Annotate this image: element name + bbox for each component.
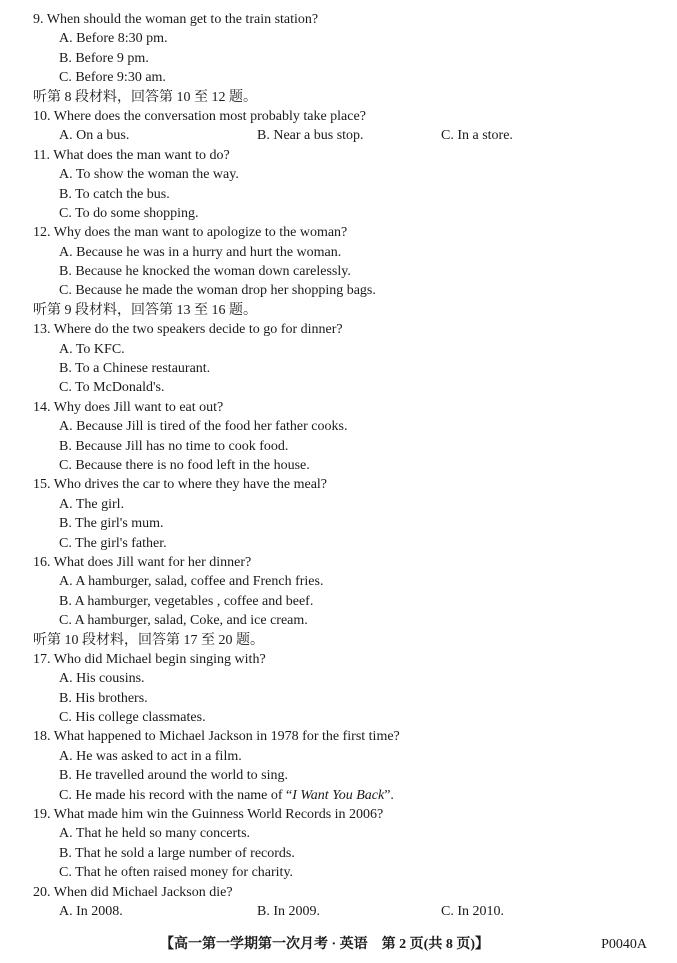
question-stem: 14. Why does Jill want to eat out? xyxy=(33,399,224,415)
question-stem: 18. What happened to Michael Jackson in 1978 for the first time? xyxy=(33,729,400,745)
answer-option: B. Because Jill has no time to cook food. xyxy=(59,438,289,454)
answer-option: C. To do some shopping. xyxy=(59,205,199,221)
answer-option: B. To a Chinese restaurant. xyxy=(59,361,211,377)
page-footer xyxy=(0,935,677,955)
question-stem: 12. Why does the man want to apologize to the woman? xyxy=(33,225,348,241)
answer-option: B. He travelled around the world to sing. xyxy=(59,768,289,784)
answer-option: C. Before 9:30 am. xyxy=(59,70,166,86)
answer-option: A. Because Jill is tired of the food her father cooks. xyxy=(59,419,348,435)
answer-option: A. Before 8:30 pm. xyxy=(59,31,168,47)
option-a: A. In 2008. xyxy=(59,903,123,919)
answer-option: A. To show the woman the way. xyxy=(59,167,239,183)
answer-option: A. To KFC. xyxy=(59,341,125,357)
question-stem: 16. What does Jill want for her dinner? xyxy=(33,554,252,570)
answer-options-row xyxy=(33,126,653,145)
answer-option: C. His college classmates. xyxy=(59,710,206,726)
question-stem: 17. Who did Michael begin singing with? xyxy=(33,651,266,667)
question-stem: 13. Where do the two speakers decide to go for dinner? xyxy=(33,322,343,338)
exam-page-body xyxy=(33,10,653,921)
option-text-end: ”. xyxy=(384,787,394,803)
question-stem: 20. When did Michael Jackson die? xyxy=(33,884,233,900)
footer-paper-code: P0040A xyxy=(601,937,647,952)
option-c: C. In 2010. xyxy=(441,903,504,919)
option-b: B. Near a bus stop. xyxy=(257,128,364,144)
answer-option: B. A hamburger, vegetables , coffee and beef. xyxy=(59,593,314,609)
question-stem: 11. What does the man want to do? xyxy=(33,147,230,163)
option-c: C. In a store. xyxy=(441,128,513,144)
answer-options-row xyxy=(33,902,653,921)
answer-option: C. The girl's father. xyxy=(59,535,167,551)
answer-option xyxy=(33,786,653,805)
answer-option: A. The girl. xyxy=(59,496,125,512)
answer-option: B. The girl's mum. xyxy=(59,516,164,532)
answer-option: C. To McDonald's. xyxy=(59,380,165,396)
option-b: B. In 2009. xyxy=(257,903,320,919)
answer-option: A. Because he was in a hurry and hurt the woman. xyxy=(59,244,342,260)
section-instruction: 听第 8 段材料，回答第 10 至 12 题。 xyxy=(33,89,257,105)
answer-option: C. A hamburger, salad, Coke, and ice cream. xyxy=(59,613,308,629)
answer-option: A. That he held so many concerts. xyxy=(59,826,251,842)
question-stem: 19. What made him win the Guinness World Records in 2006? xyxy=(33,807,384,823)
question-stem: 10. Where does the conversation most probably take place? xyxy=(33,108,366,124)
answer-option: C. That he often raised money for charity. xyxy=(59,865,294,881)
answer-option: C. Because there is no food left in the house. xyxy=(59,457,310,473)
answer-option: A. A hamburger, salad, coffee and French fries. xyxy=(59,574,324,590)
option-text: C. He made his record with the name of “ xyxy=(59,787,293,803)
answer-option: B. That he sold a large number of records. xyxy=(59,845,295,861)
question-stem: 15. Who drives the car to where they have the meal? xyxy=(33,477,328,493)
answer-option: B. Because he knocked the woman down carelessly. xyxy=(59,264,351,280)
answer-option: B. To catch the bus. xyxy=(59,186,170,202)
answer-option: C. Because he made the woman drop her shopping bags. xyxy=(59,283,376,299)
option-a: A. On a bus. xyxy=(59,128,130,144)
question-stem: 9. When should the woman get to the train station? xyxy=(33,12,319,27)
record-title: I Want You Back xyxy=(292,787,385,803)
answer-option: A. His cousins. xyxy=(59,671,145,687)
section-instruction: 听第 9 段材料，回答第 13 至 16 题。 xyxy=(33,302,257,318)
answer-option: A. He was asked to act in a film. xyxy=(59,748,242,764)
footer-page-info: 【高一第一学期第一次月考 · 英语 第 2 页(共 8 页)】 xyxy=(160,937,489,952)
section-instruction: 听第 10 段材料，回答第 17 至 20 题。 xyxy=(33,632,264,648)
answer-option: B. His brothers. xyxy=(59,690,148,706)
answer-option: B. Before 9 pm. xyxy=(59,50,149,66)
